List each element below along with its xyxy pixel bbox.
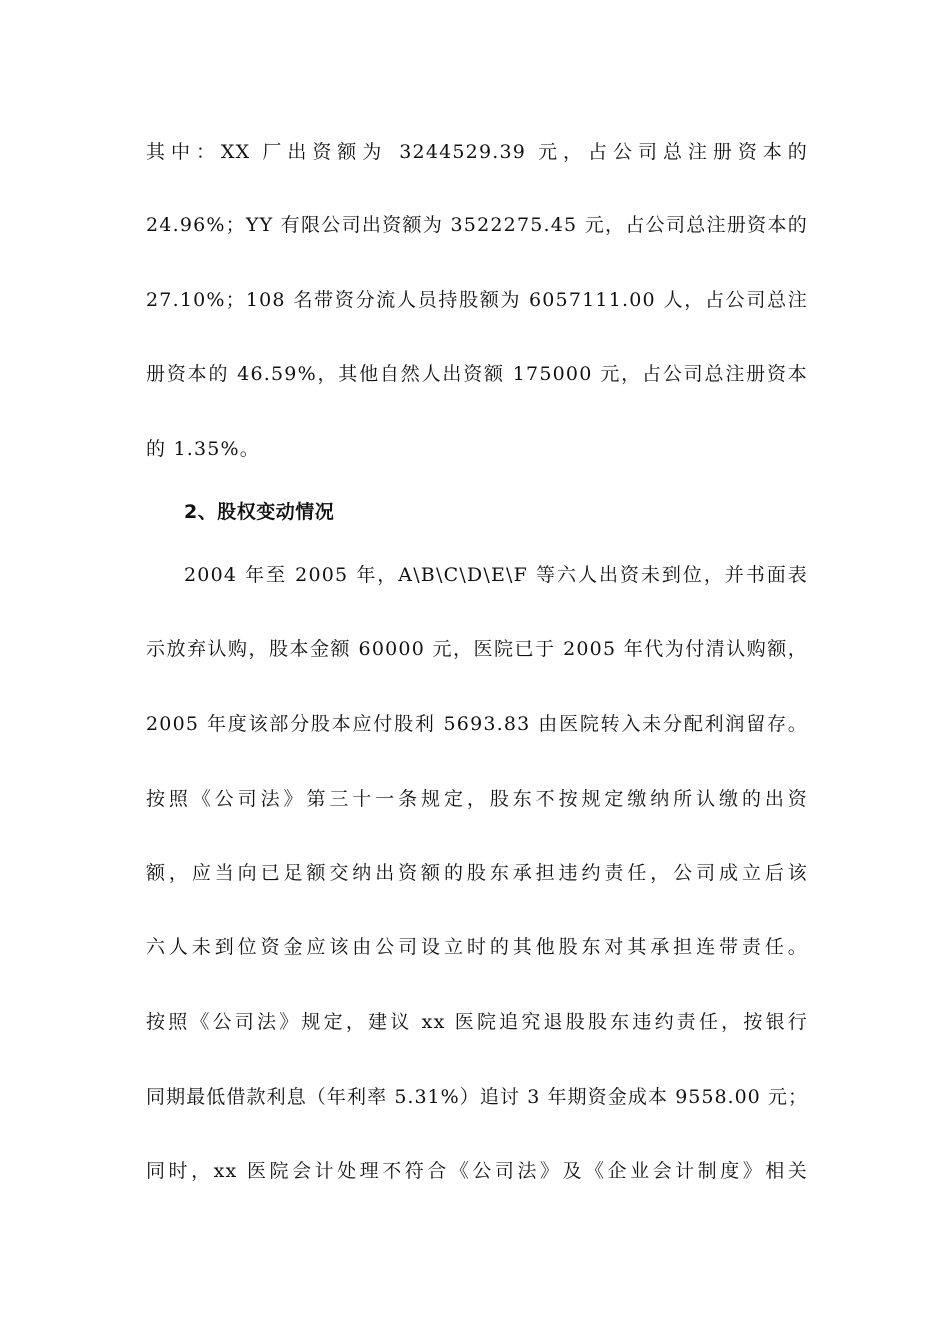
paragraph-2-line-5: 额，应当向已足额交纳出资额的股东承担违约责任，公司成立后该 bbox=[146, 862, 808, 884]
section-heading: 2、股权变动情况 bbox=[184, 501, 335, 523]
paragraph-1-line-2: 24.96%；YY 有限公司出资额为 3522275.45 元，占公司总注册资本的 bbox=[146, 214, 808, 236]
paragraph-2-line-4: 按照《公司法》第三十一条规定，股东不按规定缴纳所认缴的出资 bbox=[146, 788, 808, 810]
paragraph-2-line-6: 六人未到位资金应该由公司设立时的其他股东对其承担连带责任。 bbox=[146, 936, 808, 958]
paragraph-2-line-3: 2005 年度该部分股本应付股利 5693.83 由医院转入未分配利润留存。 bbox=[146, 713, 808, 735]
paragraph-1-line-3: 27.10%；108 名带资分流人员持股额为 6057111.00 人，占公司总注 bbox=[146, 289, 808, 311]
paragraph-1-line-5: 的 1.35%。 bbox=[146, 438, 260, 460]
paragraph-2-line-8: 同期最低借款利息（年利率 5.31%）追讨 3 年期资金成本 9558.00 元； bbox=[146, 1086, 808, 1108]
paragraph-2-line-9: 同时，xx 医院会计处理不符合《公司法》及《企业会计制度》相关 bbox=[146, 1160, 808, 1182]
paragraph-2-line-1: 2004 年至 2005 年，A\B\C\D\E\F 等六人出资未到位，并书面表 bbox=[184, 564, 808, 586]
paragraph-2-line-7: 按照《公司法》规定，建议 xx 医院追究退股股东违约责任，按银行 bbox=[146, 1011, 808, 1033]
paragraph-1-line-1: 其中：XX 厂出资额为 3244529.39 元，占公司总注册资本的 bbox=[146, 141, 808, 163]
paragraph-2-line-2: 示放弃认购，股本金额 60000 元，医院已于 2005 年代为付清认购额， bbox=[146, 638, 808, 660]
paragraph-1-line-4: 册资本的 46.59%，其他自然人出资额 175000 元，占公司总注册资本 bbox=[146, 363, 808, 385]
